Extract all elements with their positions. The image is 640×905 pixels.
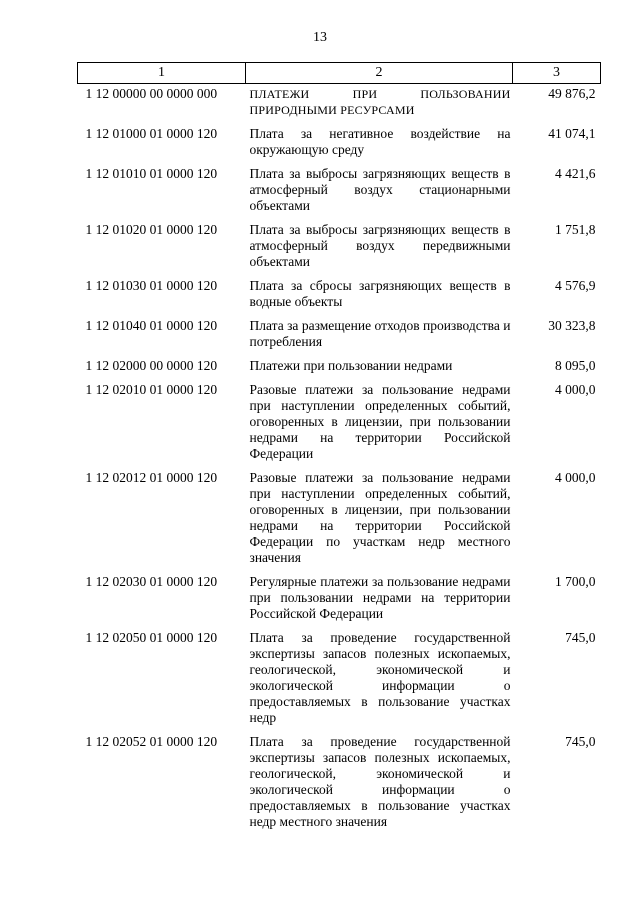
table-header-row: [78, 63, 601, 84]
row-code: 1 12 02000 00 0000 120: [85, 358, 218, 373]
row-amount: 49 876,2: [548, 86, 596, 101]
row-code: 1 12 02030 01 0000 120: [85, 574, 218, 589]
column-header-name: 2: [246, 63, 513, 84]
row-name: Плата за выбросы загрязняющих веществ в атмосферный воздух стационарными объектами: [249, 166, 511, 213]
row-name: Разовые платежи за пользование недрами при наступлении определенных событий, оговоренных в лицензии, при пользовании недрами на территории Российской Федерации: [249, 382, 511, 461]
row-name: Плата за проведение государственной экспертизы запасов полезных ископаемых, геологической, экономической и экологической информации о предоставляемых в пользование участках недр местного значения: [249, 734, 511, 829]
row-code: 1 12 01000 01 0000 120: [85, 126, 218, 141]
budget-table: [77, 62, 601, 838]
row-name: [246, 84, 513, 127]
column-header-amount: 3: [513, 63, 601, 84]
table-row: [78, 574, 601, 630]
row-name: Плата за негативное воздействие на окружающую среду: [249, 126, 511, 157]
table-row: [78, 318, 601, 358]
row-amount: 1 751,8: [555, 222, 596, 237]
table-row: [78, 382, 601, 470]
row-amount: 4 576,9: [555, 278, 596, 293]
table-row: [78, 278, 601, 318]
row-amount: 745,0: [565, 630, 596, 645]
page-number: 13: [313, 30, 327, 45]
row-code: 1 12 02050 01 0000 120: [85, 630, 218, 645]
row-code: 1 12 01030 01 0000 120: [85, 278, 218, 293]
row-code: 1 12 02010 01 0000 120: [85, 382, 218, 397]
table-row: [78, 126, 601, 166]
table-row: [78, 358, 601, 382]
table-row: [78, 222, 601, 278]
row-amount: 4 000,0: [555, 470, 596, 485]
row-code: 1 12 02012 01 0000 120: [85, 470, 218, 485]
row-amount: 1 700,0: [555, 574, 596, 589]
table-body: [78, 84, 601, 839]
row-code: 1 12 00000 00 0000 000: [85, 86, 218, 101]
row-name-text: ПЛАТЕЖИ ПРИ ПОЛЬЗОВАНИИ ПРИРОДНЫМИ РЕСУРСАМИ: [249, 87, 511, 117]
table-row: [78, 470, 601, 574]
column-header-code: 1: [78, 63, 246, 84]
table-row: [78, 734, 601, 838]
row-amount: 745,0: [565, 734, 596, 749]
row-amount: 41 074,1: [548, 126, 596, 141]
row-amount: 4 421,6: [555, 166, 596, 181]
table-row: [78, 84, 601, 127]
table-row: [78, 166, 601, 222]
row-name: Плата за сбросы загрязняющих веществ в водные объекты: [249, 278, 511, 309]
row-name: Разовые платежи за пользование недрами при наступлении определенных событий, оговоренных в лицензии, при пользовании недрами на территории Российской Федерации по участкам недр местного значения: [249, 470, 511, 565]
row-code: 1 12 01010 01 0000 120: [85, 166, 218, 181]
table-row: [78, 630, 601, 734]
row-name: Платежи при пользовании недрами: [249, 358, 453, 373]
row-amount: 30 323,8: [548, 318, 596, 333]
row-name: Плата за размещение отходов производства и потребления: [249, 318, 511, 349]
row-name: Плата за выбросы загрязняющих веществ в атмосферный воздух передвижными объектами: [249, 222, 511, 269]
row-name: Регулярные платежи за пользование недрами при пользовании недрами на территории Российской Федерации: [249, 574, 511, 621]
row-name: Плата за проведение государственной экспертизы запасов полезных ископаемых, геологической, экономической и экологической информации о предоставляемых в пользование участках недр: [249, 630, 511, 725]
row-amount: 4 000,0: [555, 382, 596, 397]
row-code: 1 12 01040 01 0000 120: [85, 318, 218, 333]
row-amount: 8 095,0: [555, 358, 596, 373]
row-code: 1 12 02052 01 0000 120: [85, 734, 218, 749]
row-code: 1 12 01020 01 0000 120: [85, 222, 218, 237]
